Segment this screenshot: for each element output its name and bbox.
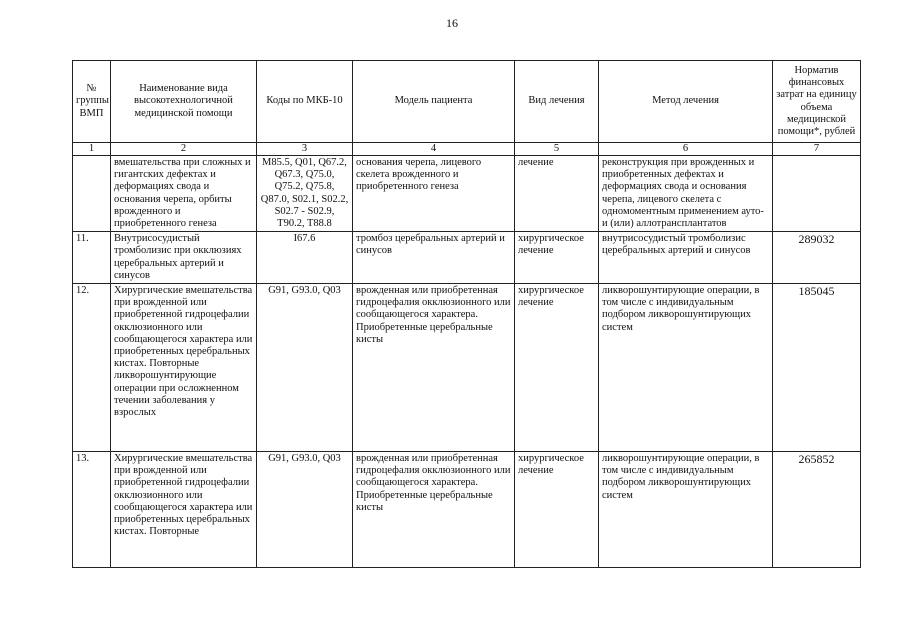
header-patient-model: Модель пациента <box>353 61 515 143</box>
treatment-method: внутрисосудистый тромболизис церебральных артерий и синусов <box>599 232 773 284</box>
treatment-type: лечение <box>515 156 599 232</box>
treatment-method: ликворошунтирующие операции, в том числе с индивидуальным подбором ликворошунтирующих систем <box>599 284 773 452</box>
column-number: 6 <box>599 143 773 156</box>
treatment-type: хирургическое лечение <box>515 284 599 452</box>
cost-norm: 265852 <box>773 452 861 568</box>
icd-codes: G91, G93.0, Q03 <box>257 284 353 452</box>
cost-norm: 289032 <box>773 232 861 284</box>
table-row <box>73 156 861 232</box>
patient-model: основания черепа, лицевого скелета врожденного и приобретенного генеза <box>353 156 515 232</box>
care-type-name: Хирургические вмешательства при врожденной или приобретенной гидроцефалии окклюзионного или сообщающегося характера или приобретенных церебральных кистах. Повторные ликворошунтирующие операции при осложненном течении заболевания у взрослых <box>111 284 257 452</box>
column-number-row <box>73 143 861 156</box>
column-number: 7 <box>773 143 861 156</box>
column-number: 5 <box>515 143 599 156</box>
column-number: 4 <box>353 143 515 156</box>
table-row <box>73 452 861 568</box>
icd-codes: I67.6 <box>257 232 353 284</box>
treatment-type: хирургическое лечение <box>515 452 599 568</box>
group-number: 11. <box>73 232 111 284</box>
patient-model: тромбоз церебральных артерий и синусов <box>353 232 515 284</box>
group-number: 12. <box>73 284 111 452</box>
group-number: 13. <box>73 452 111 568</box>
header-care-type: Наименование вида высокотехнологичной медицинской помощи <box>111 61 257 143</box>
care-type-name: Внутрисосудистый тромболизис при окклюзиях церебральных артерий и синусов <box>111 232 257 284</box>
treatment-type: хирургическое лечение <box>515 232 599 284</box>
patient-model: врожденная или приобретенная гидроцефалия окклюзионного или сообщающегося характера. Приобретенные церебральные кисты <box>353 284 515 452</box>
table-row <box>73 284 861 452</box>
icd-codes: M85.5, Q01, Q67.2, Q67.3, Q75.0, Q75.2, Q75.8, Q87.0, S02.1, S02.2, S02.7 - S02.9, T90.2, T88.8 <box>257 156 353 232</box>
header-group-number: № группы ВМП <box>73 61 111 143</box>
treatment-method: ликворошунтирующие операции, в том числе с индивидуальным подбором ликворошунтирующих систем <box>599 452 773 568</box>
cost-norm: 185045 <box>773 284 861 452</box>
header-treatment-type: Вид лечения <box>515 61 599 143</box>
page-number: 16 <box>446 16 458 30</box>
cost-norm <box>773 156 861 232</box>
table-row <box>73 232 861 284</box>
care-type-name: Хирургические вмешательства при врожденной или приобретенной гидроцефалии окклюзионного или сообщающегося характера или приобретенных церебральных кистах. Повторные <box>111 452 257 568</box>
column-number: 3 <box>257 143 353 156</box>
header-row <box>73 61 861 143</box>
patient-model: врожденная или приобретенная гидроцефалия окклюзионного или сообщающегося характера. Приобретенные церебральные кисты <box>353 452 515 568</box>
header-treatment-method: Метод лечения <box>599 61 773 143</box>
treatment-method: реконструкция при врожденных и приобретенных дефектах и деформациях свода и основания черепа, лицевого скелета с одномоментным применением ауто- и (или) аллотрансплантатов <box>599 156 773 232</box>
header-cost-norm: Норматив финансовых затрат на единицу объема медицинской помощи*, рублей <box>773 61 861 143</box>
header-icd-codes: Коды по МКБ-10 <box>257 61 353 143</box>
column-number: 1 <box>73 143 111 156</box>
column-number: 2 <box>111 143 257 156</box>
vmp-table <box>72 60 861 568</box>
care-type-name: вмешательства при сложных и гигантских дефектах и деформациях свода и основания черепа, орбиты врожденного и приобретенного генеза <box>111 156 257 232</box>
group-number <box>73 156 111 232</box>
icd-codes: G91, G93.0, Q03 <box>257 452 353 568</box>
